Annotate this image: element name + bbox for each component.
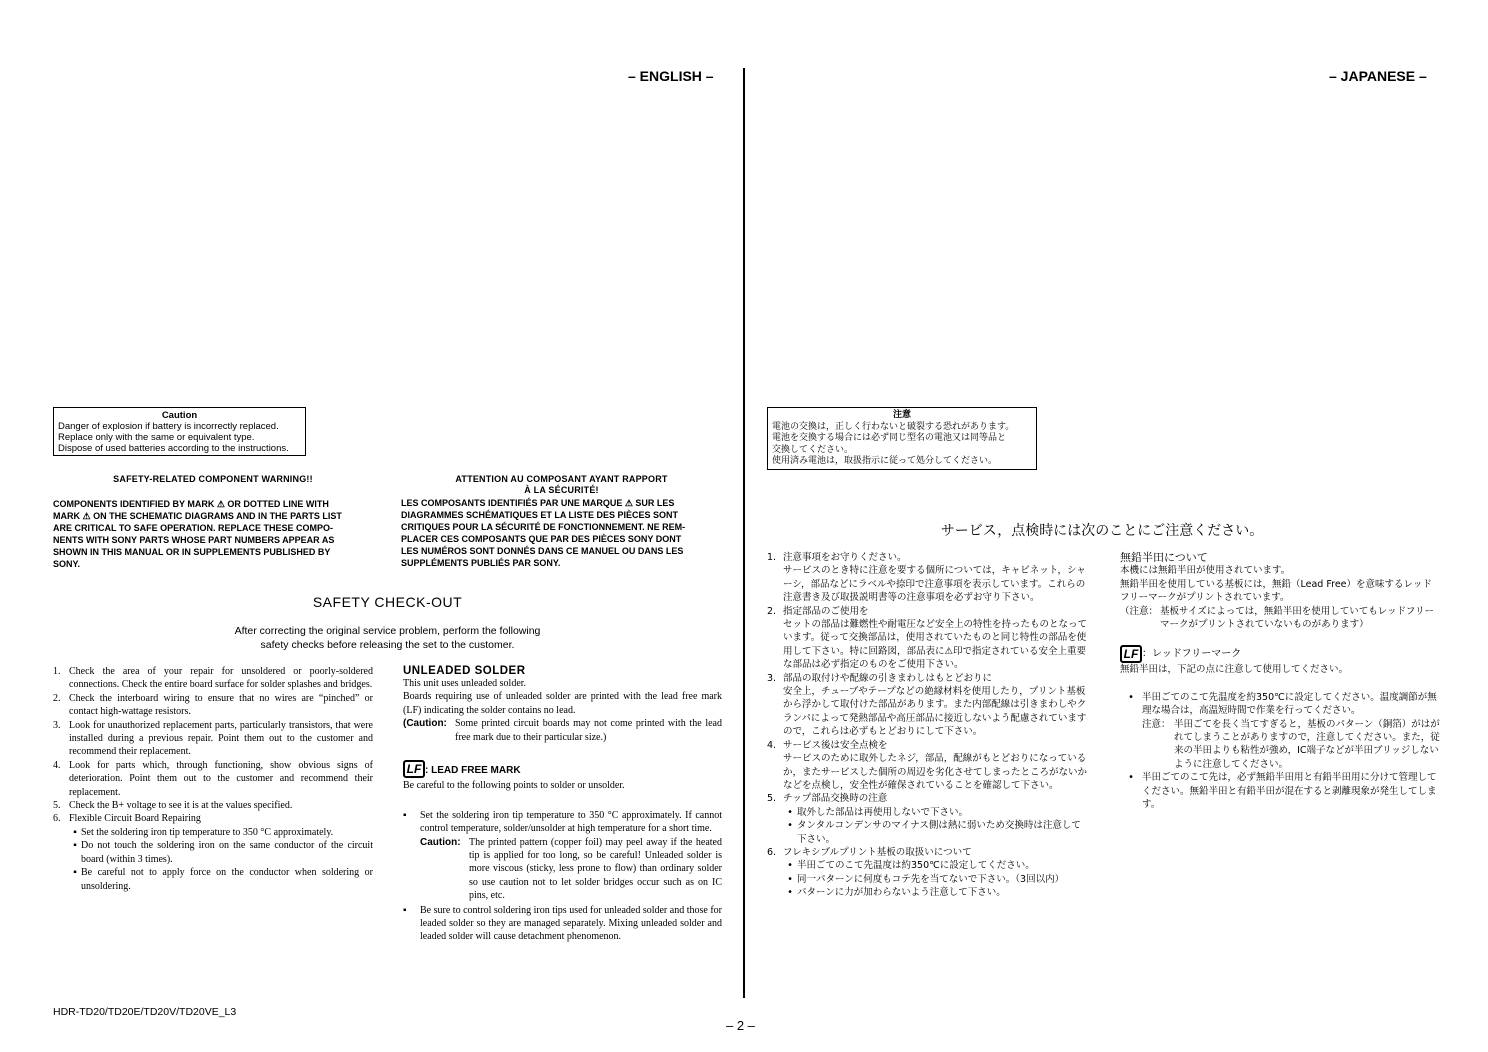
jp-note-text: 半田ごてを長く当てすぎると，基板のパターン（銅箔）がはがれてしまうことがありますので，注意してください。また，従来の半田よりも粘性が強め，IC端子などが半田ブリッジしないように注意してください。 [1174, 718, 1440, 770]
english-section-header: – ENGLISH – [628, 68, 714, 84]
list-item: • 半田ごてのこて先は，必ず無鉛半田用と有鉛半田用に分けて管理してください。無鉛半田と有鉛半田が混在すると剥離現象が発生してします。 [1128, 772, 1437, 811]
model-footer: HDR-TD20/TD20E/TD20V/TD20VE_L3 [53, 1006, 237, 1018]
caution-label: (Caution: [403, 718, 447, 730]
sub-list-item: • 同一パターンに何度もコテ先を当てないで下さい。（3回以内） [787, 873, 1065, 885]
battery-caution-box-jp [767, 407, 1037, 470]
caution-line-jp: 使用済み電池は，取扱指示に従って処分してください。 [772, 456, 998, 466]
caution-label: Caution: [420, 836, 461, 848]
jp-note-label: （注意： [1120, 605, 1159, 617]
caution-line: Danger of explosion if battery is incorrectly replaced. [58, 421, 279, 432]
safety-checkout-list [53, 665, 373, 893]
sub-list-item: • タンタルコンデンサのマイナス側は熱に弱いため交換時は注意して下さい。 [787, 820, 1081, 845]
sub-list-item: • 取外した部品は再使用しないで下さい。 [787, 806, 969, 818]
safety-checkout-title: SAFETY CHECK-OUT [312, 594, 463, 610]
unleaded-solder-title: UNLEADED SOLDER [403, 665, 526, 677]
lead-free-mark-icon: LF [403, 760, 425, 778]
column-divider [743, 68, 745, 998]
warning-title-fr: ATTENTION AU COMPOSANT AYANT RAPPORT [455, 474, 668, 484]
japanese-section-header: – JAPANESE – [1329, 68, 1427, 84]
unleaded-line: This unit uses unleaded solder. [403, 678, 527, 689]
safety-component-warning-en [53, 474, 373, 570]
warning-line-fr: SUPPLÉMENTS PUBLIÉS PAR SONY. [401, 558, 561, 568]
sub-list-item: ▪ Do not touch the soldering iron on the same conductor of the circuit board (within 3 times). [73, 840, 373, 865]
safety-checkout-intro [53, 624, 722, 652]
unleaded-careful: Be careful to the following points to solder or unsolder. [403, 780, 625, 792]
sub-list-item: ▪ Be careful not to apply force on the conductor when soldering or unsoldering. [73, 867, 373, 892]
warning-subtitle-fr: À LA SÉCURITÉ! [524, 485, 599, 495]
caution-line-jp: 電池を交換する場合には必ず同じ型名の電池又は同等品と [772, 433, 1007, 443]
sub-list-item: ▪ Set the soldering iron tip temperature to 350 °C approximately. [73, 826, 334, 838]
jp-service-title: サービス，点検時には次のことにご注意ください。 [940, 523, 1264, 539]
warning-line: SONY. [53, 559, 81, 569]
list-item: 3. 部品の取付けや配線の引きまわしはもとどおりに 安全上，チューブやテープなどの絶縁材料を使用したり，プリント基板から浮かして取付けた部品があります。また内部配線は引きまわしやクランパによって発熱部品や高圧部品に接近しないよう配慮されていますので，これらは必ずもとどおりにして下さい。 [767, 672, 1087, 738]
jp-note-label: 注意： [1142, 718, 1171, 730]
list-item: 6. フレキシブルプリント基板の取扱いについて • 半田ごてのこて先温度は約350℃に設定してください。 • 同一パターンに何度もコテ先を当てないで下さい。（3回以内） • パターンに力が加わらないよう注意して下さい。 [767, 846, 1089, 900]
caution-title: Caution [161, 410, 198, 421]
list-item: 2. 指定部品のご使用を セットの部品は難燃性や耐電圧など安全上の特性を持ったものとなっています。従って交換部品は，使用されていたものと同じ特性の部品を使用して下さい。特に回路図，部品表に⚠印で指定されている安全上重要な部品は必ず指定のものをご使用下さい。 [767, 605, 1088, 671]
intro-line: After correcting the original service problem, perform the following [234, 625, 541, 637]
warning-line-fr: PLACER CES COMPOSANTS QUE PAR DES PIÈCES SONY DONT [401, 534, 682, 544]
jp-lead-free-careful: 無鉛半田は，下記の点に注意して使用してください。 [1120, 664, 1349, 676]
list-item: 4. Look for parts which, through functioning, show obvious signs of deterioration. Point them out to the customer and recommend their replacement. [53, 759, 373, 798]
warning-line: SHOWN IN THIS MANUAL OR IN SUPPLEMENTS PUBLISHED BY [53, 547, 331, 557]
warning-line: ARE CRITICAL TO SAFE OPERATION. REPLACE THESE COMPO- [53, 523, 334, 533]
caution-text: The printed pattern (copper foil) may peel away if the heated tip is applied for too long, so be careful! Unleaded solder is more viscous (sticky, less prone to flow) than ordinary solder so use caution not to let solder bridges occur such as on IC pins, etc. [469, 836, 722, 902]
caution-title-jp: 注意 [892, 410, 911, 420]
caution-line-jp: 交換してください。 [772, 444, 854, 455]
warning-line: MARK ⚠ ON THE SCHEMATIC DIAGRAMS AND IN THE PARTS LIST [53, 511, 342, 521]
battery-caution-box [53, 407, 306, 456]
list-item: ▪ Be sure to control soldering iron tips used for unleaded solder and those for leaded solder so they are managed separately. Mixing unleaded solder and leaded solder will cause detachment phenomenon. [403, 904, 722, 943]
warning-line-fr: LES NUMÉROS SONT DONNÉS DANS CE MANUEL OU DANS LES [401, 546, 684, 556]
warning-title: SAFETY-RELATED COMPONENT WARNING!! [113, 474, 313, 484]
list-item: 4. サービス後は安全点検を サービスのために取外したネジ，部品，配線がもとどおりになっているか，またサービスした個所の周辺を劣化させてしまったところがないかなどを点検し，安全性が確保されていることを確認して下さい。 [767, 739, 1088, 791]
safety-component-warning-fr [401, 474, 722, 569]
list-item: 5. チップ部品交換時の注意 • 取外した部品は再使用しないで下さい。 • タンタルコンデンサのマイナス側は熱に弱いため交換時は注意して下さい。 [767, 792, 1089, 846]
jp-lead-free-line: 本機には無鉛半田が使用されています。 [1120, 565, 1291, 577]
list-item: 1. 注意事項をお守りください。 サービスのとき特に注意を要する個所については，キャビネット，シャーシ，部品などにラベルや捺印で注意事項を表示しています。これらの注意書き及び取扱説明書等の注意事項を必ずお守り下さい。 [767, 552, 1086, 604]
jp-service-list [767, 551, 1089, 900]
warning-line: NENTS WITH SONY PARTS WHOSE PART NUMBERS APPEAR AS [53, 535, 335, 545]
caution-line: Dispose of used batteries according to the instructions. [58, 443, 289, 454]
caution-line: Replace only with the same or equivalent type. [58, 432, 255, 443]
warning-line-fr: DIAGRAMMES SCHÉMATIQUES ET LA LISTE DES PIÈCES SONT [401, 510, 679, 520]
list-item: • 半田ごてのこて先温度を約350℃に設定してください。温度調節が無理な場合は，高温短時間で作業を行ってください。 注意： 半田ごてを長く当てすぎると，基板のパターン（銅箔）がはがれてしまうことがありますので，注意してください。また，従来の半田よりも粘性が強め，IC端子などが半田ブリッジしないように注意してください。 [1128, 691, 1440, 770]
unleaded-solder-section [403, 665, 722, 944]
list-item: 5. Check the B+ voltage to see it is at the values specified. [53, 800, 293, 812]
page-number: – 2 – [726, 1018, 755, 1033]
lead-free-mark-icon-jp: LF [1120, 645, 1142, 663]
caution-line-jp: 電池の交換は，正しく行わないと破裂する恐れがあります。 [772, 421, 1015, 432]
list-item: ▪ Set the soldering iron tip temperature to 350 °C approximately. If cannot control temperature, solder/unsolder at high temperature for a short time. Caution: The printed pattern (copper foil) may peel away if the heated tip is applied for too long, so be careful! Unleaded solder is more viscous (sticky, less prone to flow) than ordinary solder so use caution not to let solder bridges occur such as on IC pins, etc. [403, 809, 722, 902]
list-item: 6. Flexible Circuit Board Repairing [53, 813, 201, 825]
sub-list-item: • パターンに力が加わらないよう注意して下さい。 [787, 887, 1006, 899]
unleaded-line: Boards requiring use of unleaded solder are printed with the lead free mark (LF) indicating the solder contains no lead. [403, 691, 722, 716]
caution-text: Some printed circuit boards may not come printed with the lead free mark due to their particular size.) [455, 718, 722, 743]
list-item: 1. Check the area of your repair for unsoldered or poorly-soldered connections. Check the entire board surface for solder splashes and bridges. [53, 666, 373, 691]
sub-list-item: • 半田ごてのこて先温度は約350℃に設定してください。 [787, 860, 1035, 872]
lead-free-mark-label: : LEAD FREE MARK [425, 765, 521, 777]
jp-lead-free-line: 無鉛半田を使用している基板には，無鉛（Lead Free）を意味するレッドフリーマークがプリントされています。 [1120, 578, 1432, 604]
jp-lead-free-title: 無鉛半田について [1120, 551, 1208, 564]
jp-lead-free-section [1120, 551, 1440, 812]
warning-line: COMPONENTS IDENTIFIED BY MARK ⚠ OR DOTTED LINE WITH [53, 499, 329, 509]
jp-note-text: 基板サイズによっては，無鉛半田を使用していてもレッドフリーマークがプリントされていないものがあります） [1160, 605, 1434, 631]
jp-lead-free-mark-label: ：レッドフリーマーク [1142, 648, 1242, 660]
warning-line-fr: CRITIQUES POUR LA SÉCURITÉ DE FONCTIONNEMENT. NE REM- [401, 522, 686, 532]
intro-line: safety checks before releasing the set to the customer. [260, 639, 515, 651]
list-item: 2. Check the interboard wiring to ensure that no wires are “pinched” or contact high-wattage resistors. [53, 692, 373, 718]
list-item: 3. Look for unauthorized replacement parts, particularly transistors, that were installed during a previous repair. Point them out to the customer and recommend their replacement. [53, 719, 373, 758]
warning-line-fr: LES COMPOSANTS IDENTIFIÉS PAR UNE MARQUE ⚠ SUR LES [401, 498, 675, 508]
